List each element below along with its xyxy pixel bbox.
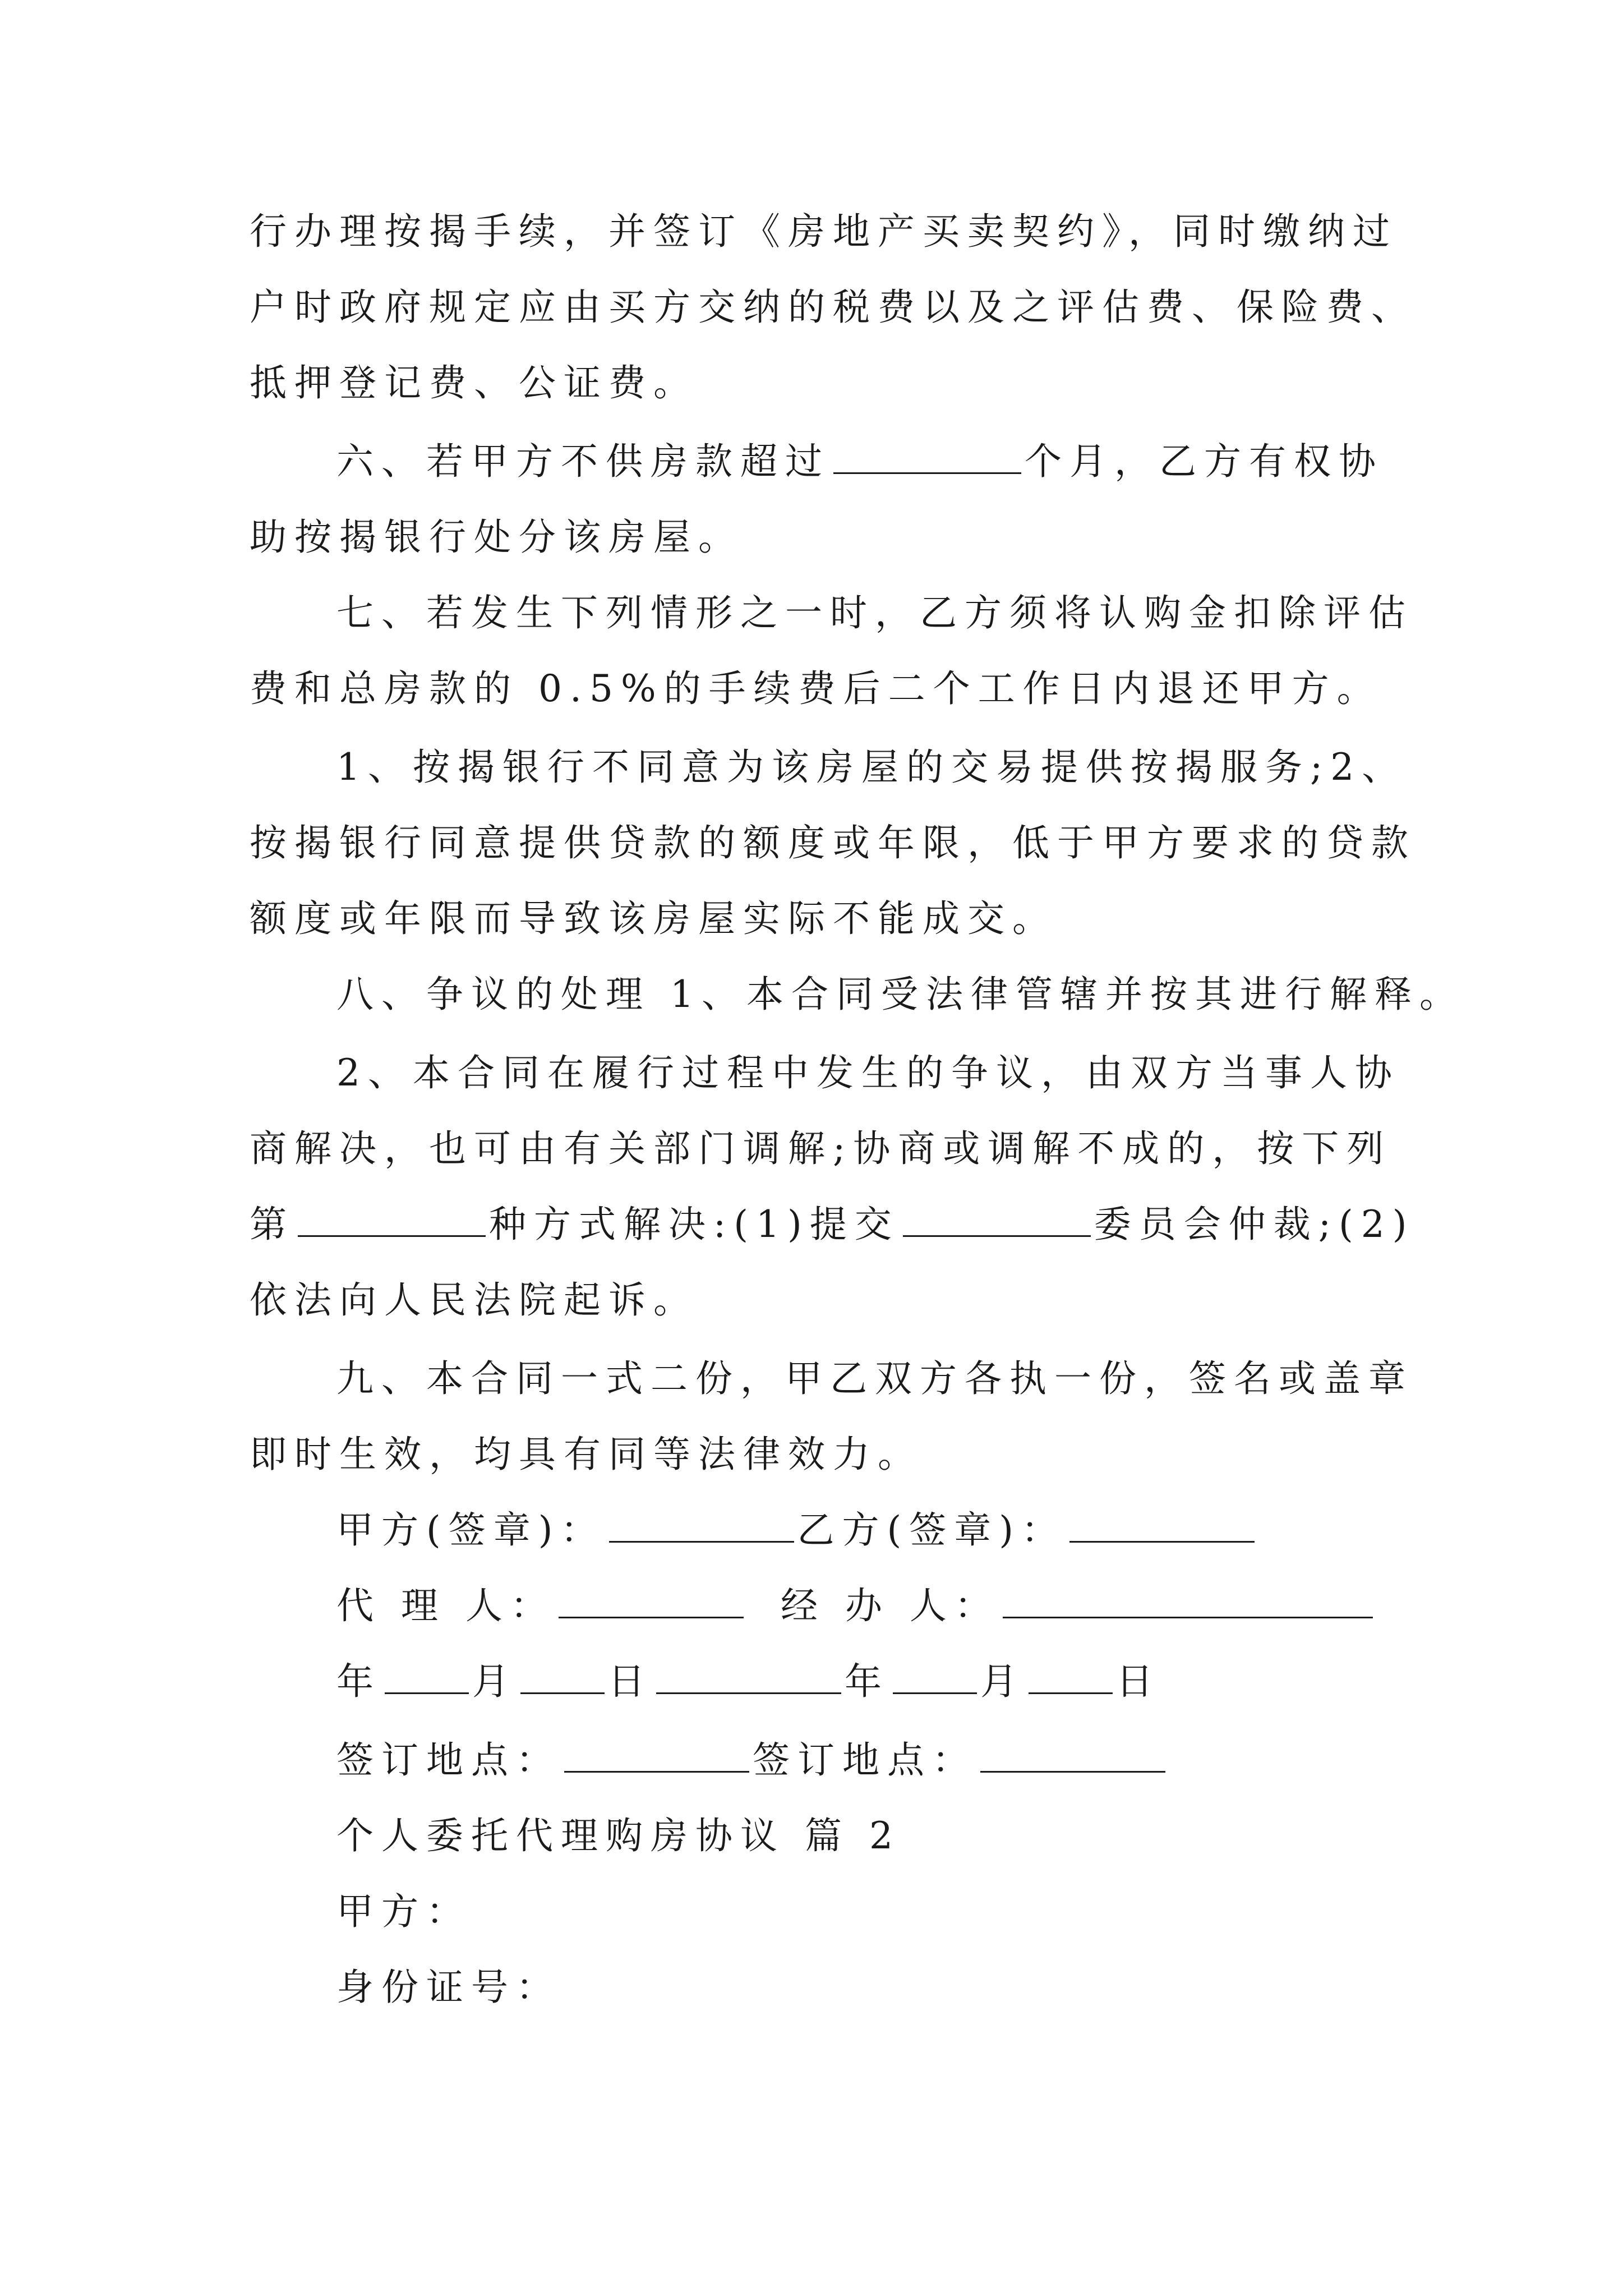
id-number-field: 身份证号： [336,1966,561,2009]
committee-blank [903,1206,1091,1237]
paragraph-line: 助按揭银行处分该房屋。 [250,516,743,559]
paragraph-line: 2、本合同在履行过程中发生的争议，由双方当事人协 [336,1051,1400,1094]
party-a-field: 甲方： [336,1890,471,1933]
paragraph-line: 行办理按揭手续，并签订《房地产买卖契约》，同时缴纳过 [250,210,1398,253]
clause-eight-line: 八、争议的处理 1、本合同受法律管辖并按其进行解释。 [336,973,1464,1016]
handler-blank [1003,1588,1373,1618]
day-blank [520,1663,605,1694]
place-a-blank [564,1742,749,1773]
paragraph-line: 1、按揭银行不同意为该房屋的交易提供按揭服务;2、 [336,746,1407,789]
month-blank [893,1663,977,1694]
paragraph-line: 商解决，也可由有关部门调解;协商或调解不成的，按下列 [250,1127,1392,1170]
year-blank [656,1663,841,1694]
place-b-blank [980,1742,1165,1773]
month-label: 月 [472,1660,517,1703]
signature-row-parties [336,1508,1258,1552]
signature-row-dates [336,1660,1161,1703]
month-blank [385,1663,469,1694]
place-a-label: 签订地点： [336,1738,561,1782]
signature-row-places [336,1738,1169,1782]
party-a-label: 甲方(签章)： [336,1508,606,1552]
paragraph-line: 按揭银行同意提供贷款的额度或年限，低于甲方要求的贷款 [250,821,1416,864]
day-blank [1029,1663,1113,1694]
year-label: 年 [845,1660,889,1703]
paragraph-line: 即时生效，均具有同等法律效力。 [250,1433,923,1476]
party-a-blank [609,1512,794,1543]
clause-six-text: 六、若甲方不供房款超过 [336,440,830,483]
clause-seven-line: 七、若发生下列情形之一时，乙方须将认购金扣除评估 [336,591,1413,634]
handler-label: 经 办 人： [780,1584,999,1627]
paragraph-line: 抵押登记费、公证费。 [250,361,698,404]
day-label: 日 [608,1660,653,1703]
month-label: 月 [980,1660,1025,1703]
dispute-text-end: 委员会仲裁;(2) [1094,1203,1415,1246]
signature-row-agents [336,1584,1376,1627]
agent-blank [559,1588,744,1618]
year-label: 年 [336,1660,381,1703]
day-label: 日 [1116,1660,1161,1703]
party-b-blank [1069,1512,1255,1543]
clause-nine-line: 九、本合同一式二份，甲乙双方各执一份，签名或盖章 [336,1357,1413,1400]
paragraph-line: 费和总房款的 0.5%的手续费后二个工作日内退还甲方。 [250,667,1382,710]
place-b-label: 签订地点： [753,1738,977,1782]
dispute-text: 第 [250,1203,294,1246]
clause-six-text-cont: 个月，乙方有权协 [1025,440,1384,483]
clause-six-line [336,440,1384,483]
dispute-text-cont: 种方式解决:(1)提交 [489,1203,900,1246]
paragraph-line: 额度或年限而导致该房屋实际不能成交。 [250,897,1057,940]
party-b-label: 乙方(签章)： [797,1508,1066,1552]
paragraph-line: 户时政府规定应由买方交纳的税费以及之评估费、保险费、 [250,286,1416,329]
dispute-method-line [250,1203,1415,1246]
months-blank [833,443,1021,474]
paragraph-line: 依法向人民法院起诉。 [250,1278,698,1322]
agent-label: 代 理 人： [336,1584,555,1627]
section-title: 个人委托代理购房协议 篇 2 [336,1814,901,1857]
method-blank [298,1206,486,1237]
